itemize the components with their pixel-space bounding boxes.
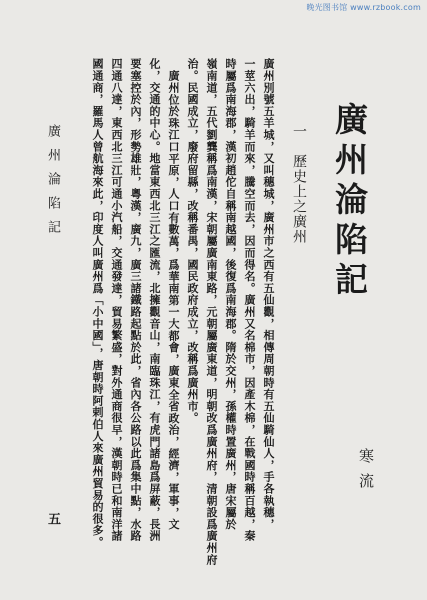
- author-name: 寒流: [357, 448, 375, 498]
- body-line: 治。民國成立，廢府留縣，改稱番禺，國民政府成立，改稱爲廣州市。: [186, 58, 199, 424]
- body-line: 時屬爲南海郡，漢初趙佗自稱南越國，後復爲南海郡。隋於交州，孫權時置廣州，唐宋屬於: [224, 58, 237, 530]
- book-title: 廣州淪陷記: [330, 102, 369, 302]
- body-line: 化，交通的中心。地當東西北三江之匯流，北擁觀音山，南臨珠江，有虎門諸島爲屏蔽，長洲: [148, 58, 161, 542]
- page-number: 五: [45, 512, 60, 525]
- body-line: 國通商，羅馬人曾航海來此，印度人叫廣州爲「小中國」，唐朝時阿剌伯人來廣州貿易的很多。: [91, 58, 104, 549]
- body-line: 嶺南道，五代劉龔稱爲南漢，宋朝屬廣南東路，元朝屬廣東道，明朝改爲廣州府，清朝設爲廣州府: [205, 58, 218, 566]
- body-line: 四通八達，東西北三江可通小汽船，交通發達，貿易繁盛，對外通商很早，漢朝時已和南洋諸: [110, 58, 123, 542]
- watermark: 晚光图书馆 www.rzbook.com: [306, 3, 421, 12]
- body-line: 一莖六出，騎羊而來，騰空而去，因而得名。廣州又名棉市，因產木棉，在戰國時稱百越，秦: [243, 58, 256, 542]
- section-heading: 一 歷史上之廣州: [291, 124, 307, 244]
- body-line: 廣州位於珠江口平原，人口有數萬，爲華南第一大都會，廣東全省政治，經濟，軍事，文: [167, 70, 180, 531]
- body-line: 要塞控於內，形勢雄壯，粵漢，廣九，廣三諸鐵路起點於此，省內各公路以此爲集中點，水路: [129, 58, 142, 542]
- body-line: 廣州別號五羊城，又叫穗城，廣州市之西有五仙觀，相傳周朝時有五仙騎仙人，手各執穗，: [262, 58, 275, 530]
- running-title: 廣州淪陷記: [45, 124, 60, 244]
